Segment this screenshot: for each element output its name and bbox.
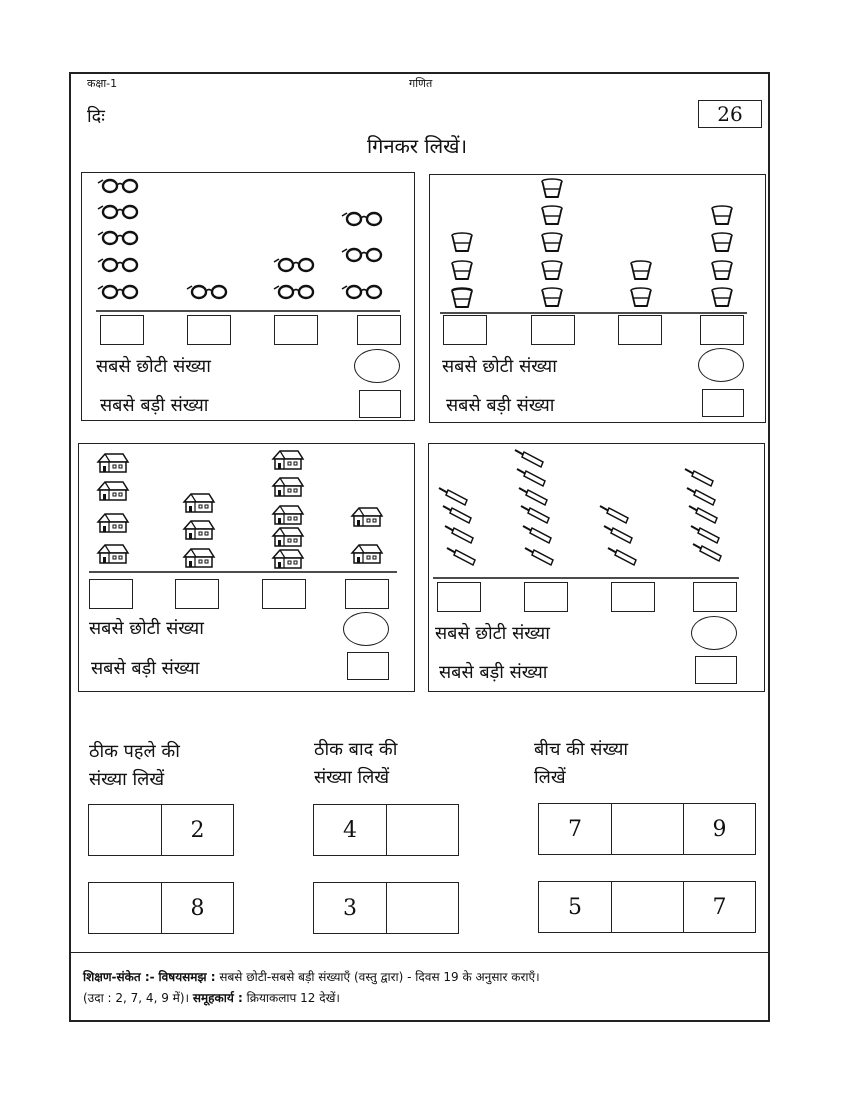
smallest-number-label: सबसे छोटी संख्या (442, 356, 557, 377)
count-panel-glasses (81, 172, 415, 421)
count-answer-box[interactable] (443, 315, 487, 345)
given-number-cell: 5 (539, 882, 611, 932)
largest-number-box[interactable] (695, 656, 737, 684)
count-answer-box[interactable] (524, 582, 568, 612)
concept-text: सबसे छोटी-सबसे बड़ी संख्याएँ (वस्तु द्वारा) - दिवस 19 के अनुसार कराएँ। (219, 970, 540, 984)
answer-cell[interactable] (611, 804, 683, 854)
subject-label: गणित (409, 77, 433, 90)
smallest-number-oval[interactable] (343, 612, 389, 646)
count-answer-box[interactable] (100, 315, 144, 345)
count-answer-box[interactable] (187, 315, 231, 345)
after-number-row (313, 804, 459, 856)
teaching-note-line2 (83, 989, 340, 1006)
largest-number-label: सबसे बड़ी संख्या (100, 395, 209, 416)
between-number-row (538, 803, 756, 855)
count-answer-box[interactable] (357, 315, 401, 345)
smallest-number-label: सबसे छोटी संख्या (96, 356, 211, 377)
given-number-cell: 7 (539, 804, 611, 854)
between-number-heading (534, 736, 628, 792)
count-answer-box[interactable] (700, 315, 744, 345)
concept-label: विषयसमझ : (158, 970, 216, 984)
after-heading-line2: संख्या लिखें (314, 767, 390, 788)
between-heading-line2: लिखें (534, 767, 566, 788)
before-heading-line2: संख्या लिखें (89, 769, 165, 790)
before-number-heading (89, 738, 180, 794)
largest-number-box[interactable] (702, 389, 744, 417)
count-panel-cricket-bats (428, 443, 765, 692)
houses-picture (79, 444, 416, 576)
answer-cell[interactable] (89, 805, 161, 855)
given-number-cell: 3 (314, 883, 386, 933)
largest-number-box[interactable] (347, 652, 389, 680)
count-panel-cups (429, 174, 766, 423)
after-heading-line1: ठीक बाद की (314, 739, 398, 760)
count-answer-box[interactable] (262, 579, 306, 609)
count-answer-box[interactable] (89, 579, 133, 609)
count-panel-houses (78, 443, 415, 692)
count-answer-box[interactable] (175, 579, 219, 609)
given-number-cell: 9 (683, 804, 755, 854)
teaching-hint-label: शिक्षण-संकेत :- (83, 970, 155, 984)
after-number-heading (314, 736, 397, 792)
cups-picture (430, 175, 767, 315)
date-label: दिः (87, 106, 105, 127)
smallest-number-oval[interactable] (354, 349, 400, 383)
count-answer-box[interactable] (531, 315, 575, 345)
glasses-picture (82, 173, 416, 313)
count-answer-box[interactable] (437, 582, 481, 612)
page-title: गिनकर लिखें। (367, 134, 468, 158)
largest-number-label: सबसे बड़ी संख्या (446, 395, 555, 416)
given-number-cell: 4 (314, 805, 386, 855)
count-answer-box[interactable] (618, 315, 662, 345)
after-number-row (313, 882, 459, 934)
given-number-cell: 2 (161, 805, 233, 855)
before-heading-line1: ठीक पहले की (89, 741, 180, 762)
smallest-number-label: सबसे छोटी संख्या (89, 618, 204, 639)
group-work-text: क्रियाकलाप 12 देखें। (246, 991, 340, 1005)
smallest-number-label: सबसे छोटी संख्या (435, 623, 550, 644)
count-answer-box[interactable] (611, 582, 655, 612)
worksheet-page (69, 72, 770, 1022)
largest-number-label: सबसे बड़ी संख्या (439, 662, 548, 683)
example-text: (उदा : 2, 7, 4, 9 में)। (83, 991, 190, 1005)
footer-divider (71, 952, 768, 953)
smallest-number-oval[interactable] (698, 348, 744, 382)
smallest-number-oval[interactable] (691, 616, 737, 650)
answer-cell[interactable] (386, 883, 458, 933)
largest-number-label: सबसे बड़ी संख्या (91, 658, 200, 679)
cricket-bats-picture (429, 444, 766, 582)
largest-number-box[interactable] (359, 390, 401, 418)
page-number: 26 (698, 100, 762, 128)
teaching-note-line1 (83, 968, 540, 985)
before-number-row (88, 882, 234, 934)
class-label: कक्षा-1 (87, 77, 118, 90)
before-number-row (88, 804, 234, 856)
answer-cell[interactable] (611, 882, 683, 932)
answer-cell[interactable] (386, 805, 458, 855)
given-number-cell: 7 (683, 882, 755, 932)
count-answer-box[interactable] (693, 582, 737, 612)
given-number-cell: 8 (161, 883, 233, 933)
group-work-label: समूहकार्य : (192, 991, 243, 1005)
between-heading-line1: बीच की संख्या (534, 739, 629, 760)
count-answer-box[interactable] (345, 579, 389, 609)
between-number-row (538, 881, 756, 933)
count-answer-box[interactable] (274, 315, 318, 345)
answer-cell[interactable] (89, 883, 161, 933)
